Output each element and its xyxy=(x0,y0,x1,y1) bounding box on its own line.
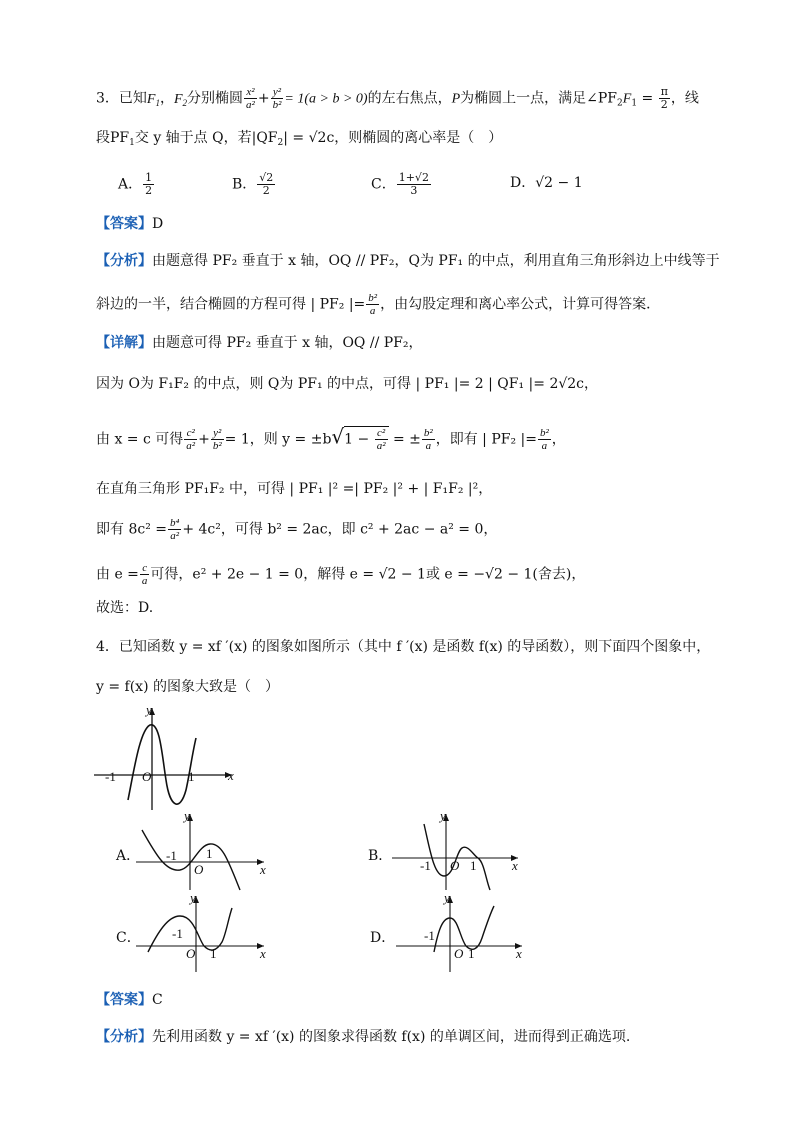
detail-text: 故选：D. xyxy=(96,600,154,616)
q3-stem-line2: 段$PF_1$交 y 轴于点 Q，若$|QF_2| = √2c$，则椭圆的离心率是（ ） xyxy=(96,130,503,148)
axis-y-label: y xyxy=(440,808,446,823)
q3-detail-line1 xyxy=(96,333,422,353)
q4-text: y = f(x) 的图象大致是（ ） xyxy=(96,679,279,695)
tick-1-label: 1 xyxy=(188,769,195,784)
option-label: D． xyxy=(510,175,536,191)
axis-x-label: x xyxy=(516,946,522,961)
q3-line2a: 段PF xyxy=(96,130,130,146)
q3-frac-b4a2: $\frac{\text{b⁴}}{\text{a²}}$ xyxy=(170,517,180,542)
q3-text: 3．已知 xyxy=(96,90,147,107)
q3-frac-b2a-b: $\frac{\text{b²}}{a}$ xyxy=(423,427,433,452)
analysis-text: 先利用函数 y = xf ′(x) 的图象求得函数 f(x) 的单调区间，进而得到正确选项. xyxy=(152,1029,631,1045)
q3-f2: $F_2$ xyxy=(173,91,188,108)
q3-frac-ca: $\frac{c}{a}$ xyxy=(141,562,148,587)
detail-text: 即有 8c² = xyxy=(96,521,167,538)
q3-ellipse-eq: = 1(a > b > 0) xyxy=(284,91,368,107)
q3-post3: F xyxy=(622,91,632,107)
axis-y-label: y xyxy=(184,808,190,823)
axis-x-label: x xyxy=(512,858,518,873)
answer-tag: 【答案】 xyxy=(96,216,152,232)
answer-value: D xyxy=(152,216,164,232)
option-text: √2 − 1 xyxy=(535,175,583,191)
q3-frac-y2b2: $\frac{\text{y²}}{\text{b²}}$ xyxy=(272,86,282,111)
detail-text: 可得，e² + 2e − 1 = 0，解得 e = √2 − 1或 e = −√2 − 1(舍去)， xyxy=(150,566,586,583)
tick-1-label: 1 xyxy=(470,858,477,873)
axis-x-label: x xyxy=(260,862,266,877)
option-frac: $\frac{√2}{2}$ xyxy=(259,171,274,197)
q4-option-d-graph xyxy=(396,892,536,972)
tick-1-label: 1 xyxy=(210,946,217,961)
detail-text: 由 e = xyxy=(96,566,139,583)
q3-frac-x2a2: $\frac{\text{x²}}{\text{a²}}$ xyxy=(246,86,255,111)
q4-option-d-label: D． xyxy=(370,930,396,946)
detail-text: 由 x = c 可得 xyxy=(96,431,184,448)
q3-detail-line7 xyxy=(96,598,153,618)
q3-frac-c2a2: $\frac{\text{c²}}{\text{a²}}$ xyxy=(186,427,196,452)
option-label: A． xyxy=(118,176,143,193)
q3-line2b: 交 y 轴于点 Q，若|QF xyxy=(134,130,278,146)
q3-analysis-line2 xyxy=(96,292,660,317)
q4-option-a-label: A． xyxy=(116,848,141,864)
q3-f1: $F_1$ xyxy=(146,91,160,108)
q3-detail-line5 xyxy=(96,517,497,542)
q3-detail-line6 xyxy=(96,562,585,587)
origin-label: O xyxy=(142,769,152,784)
q3-frac-y2b2-b: $\frac{\text{y²}}{\text{b²}}$ xyxy=(212,427,222,452)
tick-neg1-label: -1 xyxy=(424,928,435,943)
q4-option-a-graph xyxy=(136,810,276,890)
detail-text: 在直角三角形 PF₁F₂ 中，可得 | PF₁ |² =| PF₂ |² + | F₁F₂ |²， xyxy=(96,481,493,497)
axis-y-label: y xyxy=(190,890,196,905)
axis-y-label: y xyxy=(146,702,152,717)
detail-text: ，即有 | PF₂ |= xyxy=(435,431,537,448)
q4-option-c-graph xyxy=(136,892,276,972)
q3-frac-c2a2-b: $\frac{\text{c²}}{\text{a²}}$ xyxy=(376,427,386,452)
tick-1-label: 1 xyxy=(468,946,475,961)
tick-neg1-label: -1 xyxy=(420,858,431,873)
q3-option-d xyxy=(510,173,583,193)
q4-answer xyxy=(96,990,163,1010)
q3-stem-line1: 3．已知$F_1$，$F_2$分别椭圆 $\frac{\text{x²}}{\text{a²}}$ + $\frac{\text{y²}}{\text{b²}}$ = 1(a > b > 0)的左右焦点，P为椭圆上一点，满足$\angle PF_2F_1$ = $\frac{\pi}{2}$ ，线 xyxy=(96,85,699,111)
q4-option-c-label: C． xyxy=(116,930,141,946)
q4-option-b-label: B． xyxy=(368,848,393,864)
option-label: B． xyxy=(232,176,257,193)
q3-detail-line2 xyxy=(96,374,598,394)
axis-x-label: x xyxy=(228,768,234,783)
origin-label: O xyxy=(450,858,460,873)
q3-post: 的左右焦点， xyxy=(367,90,452,107)
analysis-text: ，由勾股定理和离心率公式，计算可得答案． xyxy=(380,296,661,313)
q3-eq2: = xyxy=(641,90,654,107)
q3-option-a xyxy=(118,172,155,197)
q4-main-graph xyxy=(94,700,254,810)
detail-text: ， xyxy=(551,431,566,448)
tick-neg1-label: -1 xyxy=(172,926,183,941)
q3-frac-pi2: $\frac{\pi}{2}$ xyxy=(660,85,668,111)
analysis-tag: 【分析】 xyxy=(96,1029,152,1045)
q3-option-c xyxy=(371,172,432,197)
tick-1-label: 1 xyxy=(206,846,213,861)
analysis-text: 斜边的一半，结合椭圆的方程可得 | PF₂ |= xyxy=(96,296,366,313)
axis-y-label: y xyxy=(444,890,450,905)
q3-mid: 分别椭圆 xyxy=(187,90,244,107)
tick-neg1-label: -1 xyxy=(166,848,177,863)
detail-text: 因为 O为 F₁F₂ 的中点，则 Q为 PF₁ 的中点，可得 | PF₁ |= 2 | QF₁ |= 2√2c， xyxy=(96,376,599,392)
origin-label: O xyxy=(454,946,464,961)
detail-text: 由题意可得 PF₂ 垂直于 x 轴，OQ // PF₂， xyxy=(152,335,423,351)
q3-end: ，线 xyxy=(670,90,699,107)
q4-option-b-graph xyxy=(392,810,532,890)
detail-text: + 4c²，可得 b² = 2ac，即 c² + 2ac − a² = 0， xyxy=(182,521,498,538)
answer-value: C xyxy=(152,992,163,1008)
q4-text: 4．已知函数 y = xf ′(x) 的图象如图所示（其中 f ′(x) 是函数 f(x) 的导函数），则下面四个图象中， xyxy=(96,639,711,655)
q3-option-b xyxy=(232,172,276,197)
answer-tag: 【答案】 xyxy=(96,992,152,1008)
analysis-text: 由题意得 PF₂ 垂直于 x 轴，OQ // PF₂，Q为 PF₁ 的中点，利用直角三角形斜边上中线等于 xyxy=(152,253,720,269)
origin-label: O xyxy=(194,862,204,877)
q4-stem-line1 xyxy=(96,637,710,657)
q3-post2: 为椭圆上一点，满足∠PF xyxy=(460,90,618,107)
q3-detail-line3: 由 x = c 可得 $\frac{\text{c²}}{\text{a²}}$ + $\frac{\text{y²}}{\text{b²}}$ = 1，则 y = ±b√1 − $\frac{\text{c²}}{\text{a²}}$ = ± $\frac{\text{b²}}{a}$ ，即有 | PF₂ |= $\frac{\text{b²}}{a}$ ， xyxy=(96,424,566,452)
option-frac: $\frac{1}{2}$ xyxy=(145,171,153,197)
q3-detail-line4 xyxy=(96,479,492,499)
q4-stem-line2 xyxy=(96,677,279,697)
detail-text: = ± xyxy=(392,431,421,448)
origin-label: O xyxy=(186,946,196,961)
detail-tag: 【详解】 xyxy=(96,335,152,351)
q3-analysis-line1 xyxy=(96,251,720,271)
q3-answer xyxy=(96,214,163,234)
q3-p: P xyxy=(451,91,461,107)
option-label: C． xyxy=(371,176,396,193)
detail-text: = 1，则 y = ±b xyxy=(224,431,332,448)
axis-x-label: x xyxy=(260,946,266,961)
tick-neg1-label: -1 xyxy=(105,769,116,784)
analysis-tag: 【分析】 xyxy=(96,253,152,269)
q4-analysis xyxy=(96,1027,630,1047)
q3-line2c: | = √2c，则椭圆的离心率是（ ） xyxy=(283,130,503,146)
q3-frac-b2a-c: $\frac{\text{b²}}{a}$ xyxy=(539,427,549,452)
q3-frac-b2a: $\frac{\text{b²}}{a}$ xyxy=(368,292,378,317)
q3-sep: ， xyxy=(159,90,174,107)
option-frac: $\frac{1+√2}{3}$ xyxy=(398,171,429,197)
